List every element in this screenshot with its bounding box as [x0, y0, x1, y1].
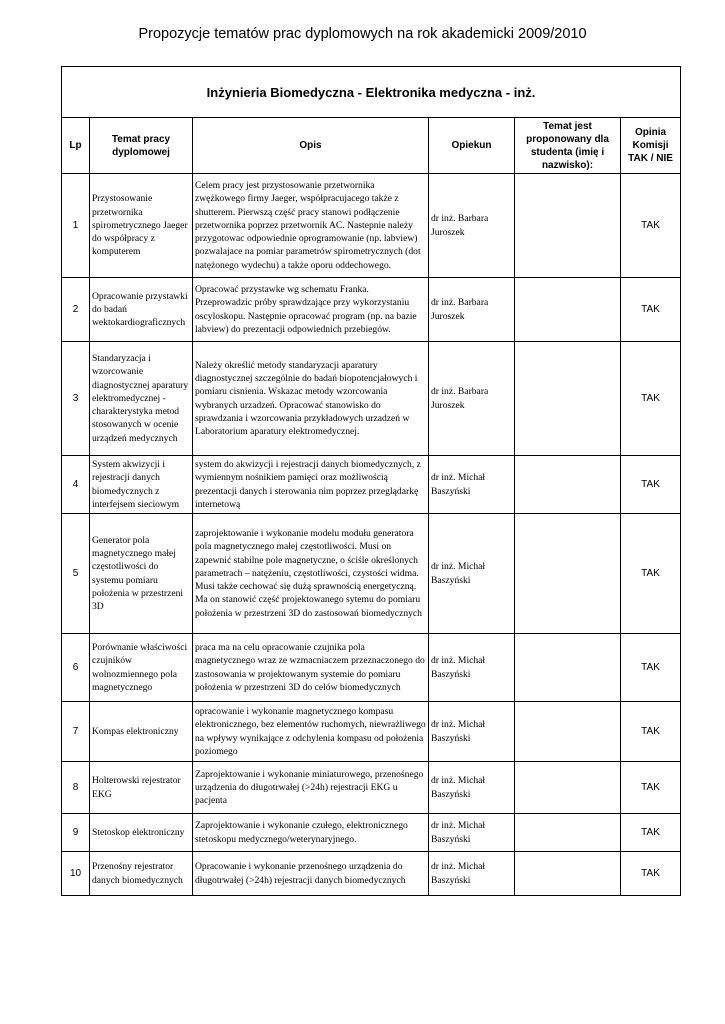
column-header-lp: Lp — [62, 118, 90, 174]
column-header-opiekun: Opiekun — [429, 118, 515, 174]
supervisor: dr inż. Barbara Juroszek — [429, 278, 515, 342]
committee-opinion: TAK — [621, 456, 681, 514]
supervisor: dr inż. Barbara Juroszek — [429, 342, 515, 456]
topic-description: Opracować przystawke wg schematu Franka. Przeprowadzic próby sprawdzające przy wykorzystaniu oscyloskopu. Następnie opracować program (np. na bazie labview) do prezentacji odpowiednich przebiegów. — [193, 278, 429, 342]
supervisor: dr inż. Michał Baszyński — [429, 514, 515, 634]
topic-title: Kompas elektroniczny — [90, 702, 193, 762]
supervisor: dr inż. Michał Baszyński — [429, 456, 515, 514]
row-number: 1 — [62, 174, 90, 278]
topic-description: Zaprojektowanie i wykonanie miniaturowego, przenośnego urządzenia do długotrwałej (>24h) rejestracji EKG u pacjenta — [193, 762, 429, 814]
table-row — [62, 634, 681, 702]
committee-opinion: TAK — [621, 278, 681, 342]
table-row — [62, 342, 681, 456]
topic-description: Zaprojektowanie i wykonanie czułego, elektronicznego stetoskopu medycznego/weterynaryjnego. — [193, 814, 429, 852]
row-number: 6 — [62, 634, 90, 702]
table-row — [62, 852, 681, 896]
student-name — [515, 762, 621, 814]
row-number: 2 — [62, 278, 90, 342]
committee-opinion: TAK — [621, 174, 681, 278]
header-row — [62, 118, 681, 174]
student-name — [515, 634, 621, 702]
column-header-student: Temat jest proponowany dla studenta (imię i nazwisko): — [515, 118, 621, 174]
supervisor: dr inż. Michał Baszyński — [429, 762, 515, 814]
topic-title: Standaryzacja i wzorcowanie diagnostycznej aparatury elektromedycznej - charakterystyka metod stosowanych w ocenie urządzeń medycznych — [90, 342, 193, 456]
committee-opinion: TAK — [621, 342, 681, 456]
topic-description: praca ma na celu opracowanie czujnika pola magnetycznego wraz ze wzmacniaczem przeznaczonego do zastosowania w projektowanym systemie do pomiaru położenia w przestrzeni 3D do celów biomedycznych — [193, 634, 429, 702]
section-title: Inżynieria Biomedyczna - Elektronika medyczna - inż. — [62, 67, 681, 118]
topic-title: Przystosowanie przetwornika spirometrycznego Jaeger do współpracy z komputerem — [90, 174, 193, 278]
topic-description: Opracowanie i wykonanie przenośnego urządzenia do długotrwałej (>24h) rejestracji danych biomedycznych — [193, 852, 429, 896]
row-number: 10 — [62, 852, 90, 896]
committee-opinion: TAK — [621, 514, 681, 634]
topic-description: Należy określić metody standaryzacji aparatury diagnostycznej szczególnie do badań biopotencjałowych i pomiaru cisnienia. Wskazac metody wzorcowania wybranych urzadzeń. Opracować stanowisko do sprawdzania i wzorcowania przykładowych urzadzeń w Laboratorium aparatury elektromedycznej. — [193, 342, 429, 456]
student-name — [515, 278, 621, 342]
row-number: 7 — [62, 702, 90, 762]
committee-opinion: TAK — [621, 852, 681, 896]
topics-table — [61, 66, 681, 896]
student-name — [515, 456, 621, 514]
column-header-opis: Opis — [193, 118, 429, 174]
supervisor: dr inż. Barbara Juroszek — [429, 174, 515, 278]
topic-title: Stetoskop elektroniczny — [90, 814, 193, 852]
table-row — [62, 814, 681, 852]
topic-title: Holterowski rejestrator EKG — [90, 762, 193, 814]
topic-description: zaprojektowanie i wykonanie modelu modułu generatora pola magnetycznego małej częstotliwości. Musi on zapewnić stabilne pole magnetyczne, o ściśle określonych parametrach – natężeniu, częstotliwości, czystości widma. Musi także cechować się dużą sprawnością energetyczną. Ma on stanowić część projektowanego sytemu do pomiaru położenia w przestrzeni 3D do zastosowań biomedycznych — [193, 514, 429, 634]
table-row — [62, 514, 681, 634]
row-number: 9 — [62, 814, 90, 852]
column-header-opinia: Opinia Komisji TAK / NIE — [621, 118, 681, 174]
supervisor: dr inż. Michał Baszyński — [429, 814, 515, 852]
table-row — [62, 762, 681, 814]
student-name — [515, 342, 621, 456]
topic-title: Porównanie właściwości czujników wolnozmiennego pola magnetycznego — [90, 634, 193, 702]
topic-description: opracowanie i wykonanie magnetycznego kompasu elektronicznego, bez elementów ruchomych, niewrażliwego na wpływy wynikające z odchylenia kompasu od położenia poziomego — [193, 702, 429, 762]
supervisor: dr inż. Michał Baszyński — [429, 852, 515, 896]
row-number: 5 — [62, 514, 90, 634]
row-number: 8 — [62, 762, 90, 814]
student-name — [515, 852, 621, 896]
topic-title: Generator pola magnetycznego małej częstotliwości do systemu pomiaru położenia w przestrzeni 3D — [90, 514, 193, 634]
table-row — [62, 278, 681, 342]
topic-title: System akwizycji i rejestracji danych biomedycznych z interfejsem sieciowym — [90, 456, 193, 514]
topic-title: Przenośny rejestrator danych biomedycznych — [90, 852, 193, 896]
topic-description: Celem pracy jest przystosowanie przetwornika zwężkowego firmy Jaeger, współpracujacego także z shutterem. Pierwszą część pracy stanowi podłączenie przetwornika poprzez przetwornik AC. Nastepnie należy przygotowac odpowiednie oprogramowanie (np. labview) pozwalajace na pomiar parametrów spirometrycznych (dot natężonego wydechu) a także oporu oddechowego. — [193, 174, 429, 278]
committee-opinion: TAK — [621, 762, 681, 814]
supervisor: dr inż. Michał Baszyński — [429, 702, 515, 762]
student-name — [515, 174, 621, 278]
table-row — [62, 174, 681, 278]
committee-opinion: TAK — [621, 634, 681, 702]
student-name — [515, 702, 621, 762]
row-number: 4 — [62, 456, 90, 514]
topic-description: system do akwizycji i rejestracji danych biomedycznych, z wymiennym nośnikiem pamięci oraz możliwością prezentacji danych i sterowania nim poprzez przeglądarkę internetową — [193, 456, 429, 514]
row-number: 3 — [62, 342, 90, 456]
student-name — [515, 814, 621, 852]
topic-title: Opracowanie przystawki do badań wektokardiograficznych — [90, 278, 193, 342]
table-row — [62, 456, 681, 514]
table-row — [62, 702, 681, 762]
committee-opinion: TAK — [621, 814, 681, 852]
supervisor: dr inż. Michał Baszyński — [429, 634, 515, 702]
column-header-temat: Temat pracy dyplomowej — [90, 118, 193, 174]
committee-opinion: TAK — [621, 702, 681, 762]
page-title: Propozycje tematów prac dyplomowych na rok akademicki 2009/2010 — [138, 26, 587, 42]
student-name — [515, 514, 621, 634]
